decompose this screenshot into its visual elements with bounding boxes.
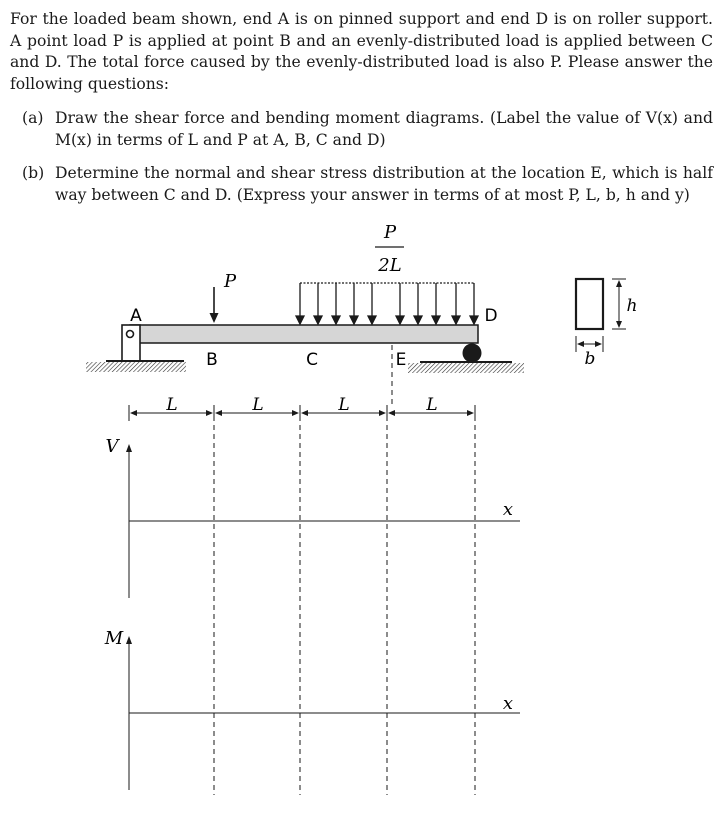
moment-x-axis-label: x <box>502 693 514 714</box>
shear-x-axis-label: x <box>502 499 514 520</box>
point-a-label: A <box>130 306 142 326</box>
moment-axis-label: M <box>104 628 124 649</box>
point-load-label: P <box>223 271 237 292</box>
moment-diagram-axes <box>126 636 520 790</box>
roller-support <box>408 344 524 374</box>
dist-load-denominator: 2L <box>378 255 402 276</box>
cross-section <box>576 279 626 352</box>
span-dimensions <box>129 405 475 421</box>
point-c-label: C <box>306 350 318 370</box>
point-e-label: E <box>395 350 407 370</box>
dist-load-numerator: P <box>383 222 397 243</box>
section-width-label: b <box>584 349 596 369</box>
section-height-label: h <box>626 296 638 316</box>
shear-axis-label: V <box>105 436 119 457</box>
point-load-arrow <box>210 287 219 323</box>
question-b-label: (b) <box>22 164 45 182</box>
question-a-label: (a) <box>22 109 44 127</box>
span-ce-label: L <box>338 395 350 415</box>
point-b-label: B <box>206 350 218 370</box>
problem-intro: For the loaded beam shown, end A is on pinned support and end D is on roller support. A point load P is applied at point B and an evenly-distributed load is applied between C and D. The total force caused by the evenly-distributed load is also P. Please answer the following questions: <box>10 10 713 93</box>
beam <box>130 325 478 343</box>
shear-diagram-axes <box>126 444 520 598</box>
span-ed-label: L <box>426 395 438 415</box>
question-a-text: Draw the shear force and bending moment diagrams. (Label the value of V(x) and M(x) in terms of L and P at A, B, C and D) <box>55 109 713 149</box>
point-d-label: D <box>484 306 498 326</box>
span-ab-label: L <box>166 395 178 415</box>
distributed-load <box>296 283 478 324</box>
span-bc-label: L <box>252 395 264 415</box>
question-b-text: Determine the normal and shear stress distribution at the location E, which is half way between C and D. (Express your answer in terms of at most P, L, b, h and y) <box>55 164 713 204</box>
